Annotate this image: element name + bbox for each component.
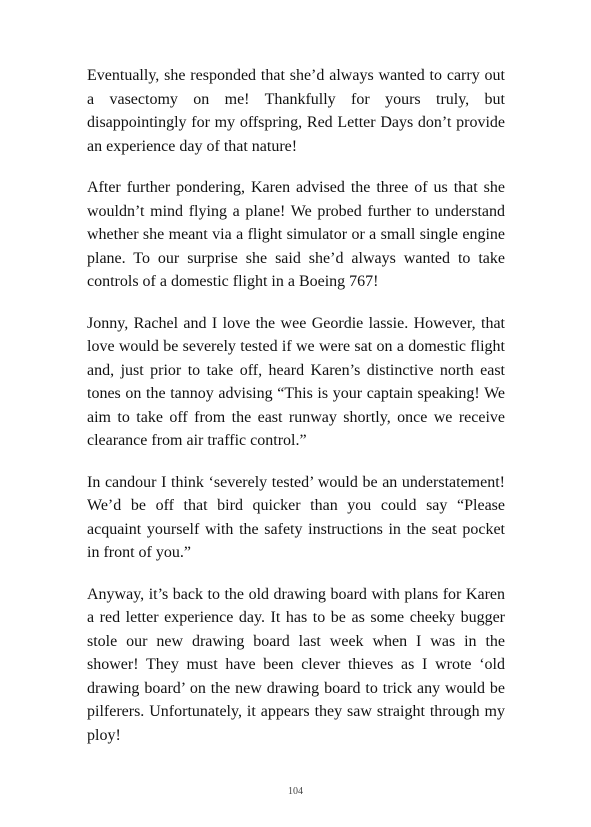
paragraph-5: Anyway, it’s back to the old drawing board with plans for Karen a red letter experience day. It has to be as some cheeky bugger stole our new drawing board last week when I was in the shower! They must have been clever thieves as I wrote ‘old drawing board’ on the new drawing board to trick any would be pilferers. Unfortunately, it appears they saw straight through my ploy! — [87, 585, 505, 744]
page-body — [87, 64, 505, 747]
paragraph-3: Jonny, Rachel and I love the wee Geordie lassie. However, that love would be severely tested if we were sat on a domestic flight and, just prior to take off, heard Karen’s distinctive north east tones on the tannoy advising “This is your captain speaking! We aim to take off from the east runway shortly, once we receive clearance from air traffic control.” — [87, 314, 505, 449]
paragraph-1: Eventually, she responded that she’d always wanted to carry out a vasectomy on me! Thankfully for yours truly, but disappointingly for my offspring, Red Letter Days don’t provide an experience day of that nature! — [87, 67, 505, 155]
paragraph-2: After further pondering, Karen advised the three of us that she wouldn’t mind flying a plane! We probed further to understand whether she meant via a flight simulator or a small single engine plane. To our surprise she said she’d always wanted to take controls of a domestic flight in a Boeing 767! — [87, 179, 505, 290]
paragraph-4: In candour I think ‘severely tested’ would be an understatement! We’d be off that bird quicker than you could say “Please acquaint yourself with the safety instructions in the seat pocket in front of you.” — [87, 473, 505, 561]
page-number: 104 — [288, 786, 303, 797]
